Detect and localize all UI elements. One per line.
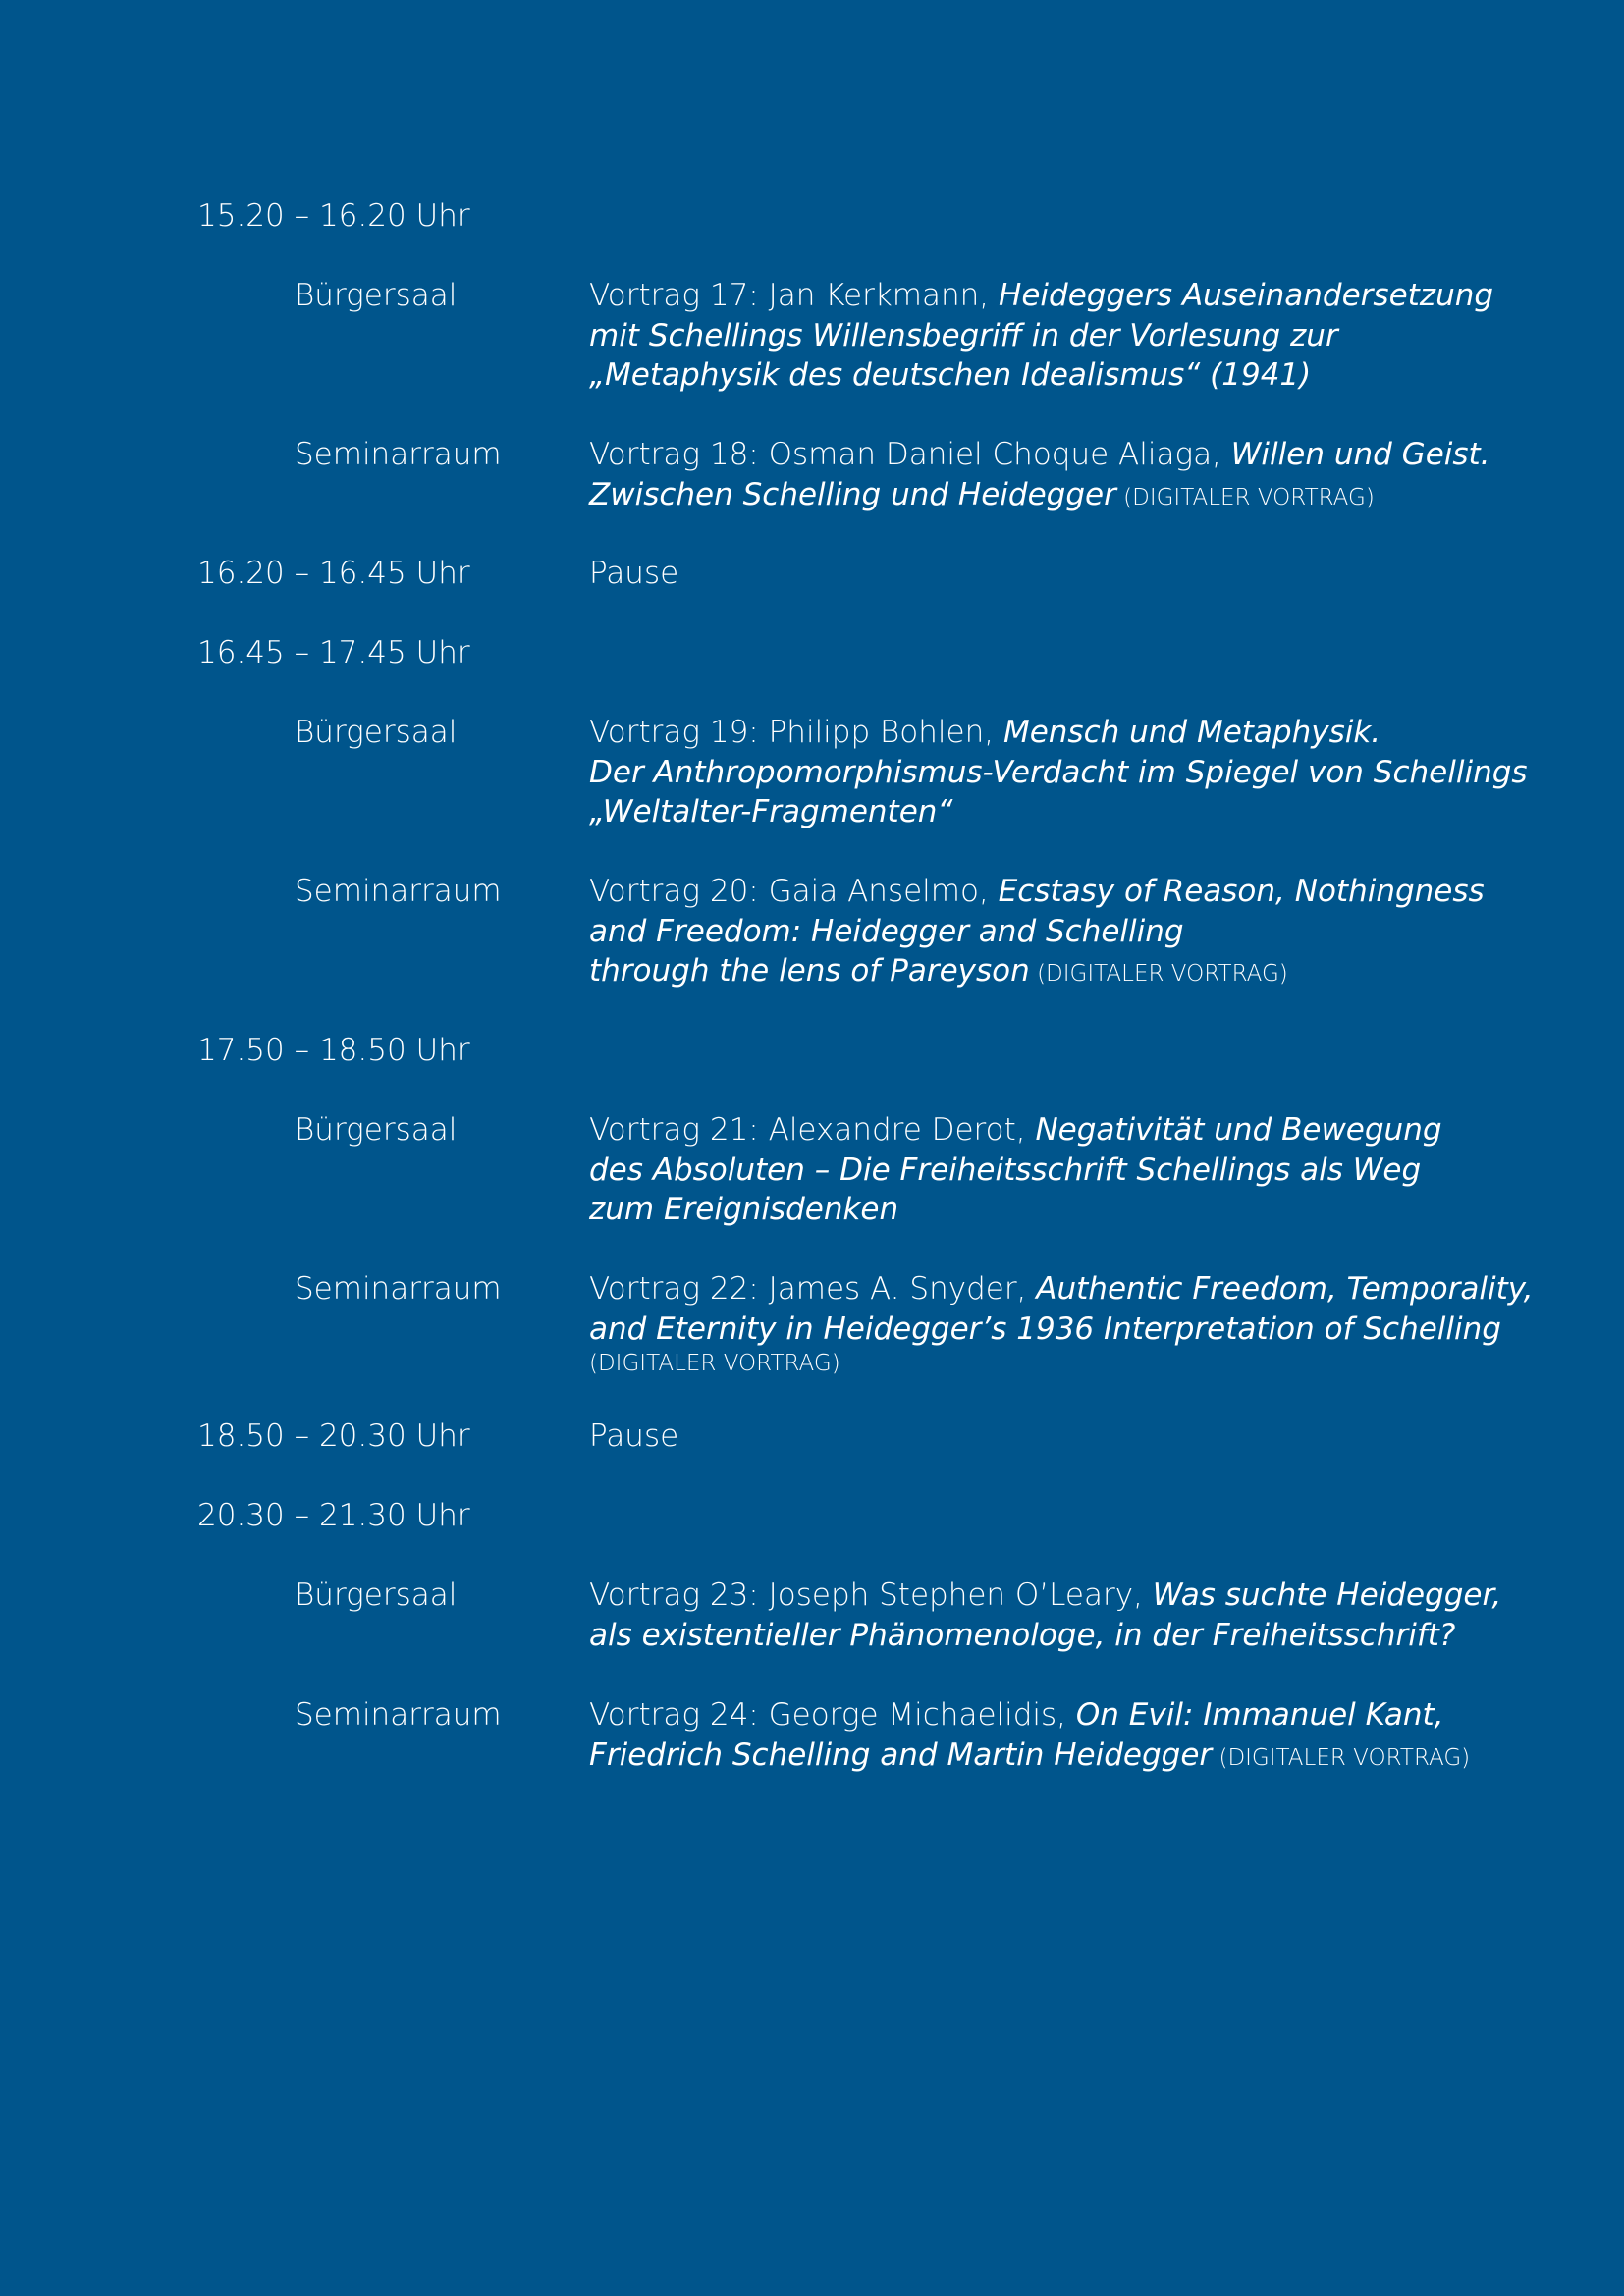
- talk-speaker: Vortrag 21: Alexandre Derot,: [589, 1112, 1036, 1148]
- room-label: Seminarraum: [295, 1697, 502, 1733]
- talk-title-part: Willen und Geist.: [1230, 437, 1490, 472]
- talk-speaker: Vortrag 22: James A. Snyder,: [589, 1271, 1037, 1307]
- talk-title-part: Friedrich Schelling and Martin Heidegger: [589, 1736, 1213, 1773]
- talk-title-part: des Absoluten – Die Freiheitsschrift Schellings als Weg: [589, 1151, 1422, 1188]
- talk-text: [589, 1110, 1571, 1230]
- talk-speaker: Vortrag 20: Gaia Anselmo,: [589, 874, 999, 909]
- talk-title-part: als existentieller Phänomenologe, in der Freiheitsschrift?: [589, 1617, 1456, 1653]
- slot-time: 15.20 – 16.20 Uhr: [197, 198, 470, 234]
- digital-talk-tag: (DIGITALER VORTRAG): [1212, 1744, 1471, 1771]
- room-label: Seminarraum: [295, 874, 502, 909]
- talk-title-part: through the lens of Pareyson: [589, 953, 1030, 988]
- talk-text: [589, 435, 1571, 517]
- talk-title-part: and Eternity in Heidegger’s 1936 Interpretation of Schelling: [589, 1310, 1501, 1347]
- talk-text: [589, 1575, 1571, 1655]
- talk-title-part: Der Anthropomorphismus-Verdacht im Spiegel von Schellings: [589, 754, 1528, 790]
- slot-time: 18.50 – 20.30 Uhr: [197, 1418, 470, 1454]
- room-label: Seminarraum: [295, 437, 502, 472]
- talk-title-part: and Freedom: Heidegger and Schelling: [589, 913, 1184, 949]
- talk-text: [589, 276, 1571, 396]
- room-label: Bürgersaal: [295, 1577, 458, 1613]
- talk-title-part: Zwischen Schelling und Heidegger: [589, 476, 1116, 512]
- talk-speaker: Vortrag 19: Philipp Bohlen,: [589, 715, 1003, 750]
- pause-label: Pause: [589, 1418, 679, 1454]
- talk-text: [589, 1269, 1571, 1378]
- digital-talk-tag: (DIGITALER VORTRAG): [1029, 961, 1288, 987]
- slot-time: 16.20 – 16.45 Uhr: [197, 556, 470, 591]
- talk-speaker: Vortrag 17: Jan Kerkmann,: [589, 278, 1000, 313]
- talk-speaker: Vortrag 23: Joseph Stephen O’Leary,: [589, 1577, 1153, 1613]
- talk-title-part: Negativität und Bewegung: [1035, 1112, 1442, 1148]
- talk-title-part: Mensch und Metaphysik.: [1002, 715, 1381, 750]
- talk-title-part: Heideggers Auseinandersetzung: [999, 278, 1494, 313]
- slot-time: 20.30 – 21.30 Uhr: [197, 1498, 470, 1533]
- talk-title-part: Was suchte Heidegger,: [1152, 1577, 1502, 1613]
- talk-title-part: zum Ereignisdenken: [589, 1192, 899, 1227]
- talk-speaker: Vortrag 18: Osman Daniel Choque Aliaga,: [589, 437, 1231, 472]
- talk-title-part: Authentic Freedom, Temporality,: [1036, 1271, 1534, 1307]
- talk-text: [589, 713, 1571, 832]
- pause-label: Pause: [589, 556, 679, 591]
- room-label: Bürgersaal: [295, 1112, 458, 1148]
- talk-title-part: „Weltalter-Fragmenten“: [589, 794, 953, 829]
- talk-title-part: „Metaphysik des deutschen Idealismus“ (1941): [589, 357, 1312, 393]
- slot-time: 17.50 – 18.50 Uhr: [197, 1033, 470, 1068]
- room-label: Seminarraum: [295, 1271, 502, 1307]
- talk-title-part: Ecstasy of Reason, Nothingness: [998, 874, 1485, 909]
- talk-title-part: mit Schellings Willensbegriff in der Vorlesung zur: [589, 317, 1338, 353]
- talk-title-part: On Evil: Immanuel Kant,: [1075, 1697, 1444, 1733]
- room-label: Bürgersaal: [295, 715, 458, 750]
- digital-talk-tag: (DIGITALER VORTRAG): [1115, 484, 1375, 510]
- talk-speaker: Vortrag 24: George Michaelidis,: [589, 1697, 1076, 1733]
- room-label: Bürgersaal: [295, 278, 458, 313]
- digital-talk-tag: (DIGITALER VORTRAG): [589, 1351, 840, 1376]
- talk-text: [589, 1695, 1571, 1778]
- talk-text: [589, 872, 1571, 994]
- slot-time: 16.45 – 17.45 Uhr: [197, 635, 470, 670]
